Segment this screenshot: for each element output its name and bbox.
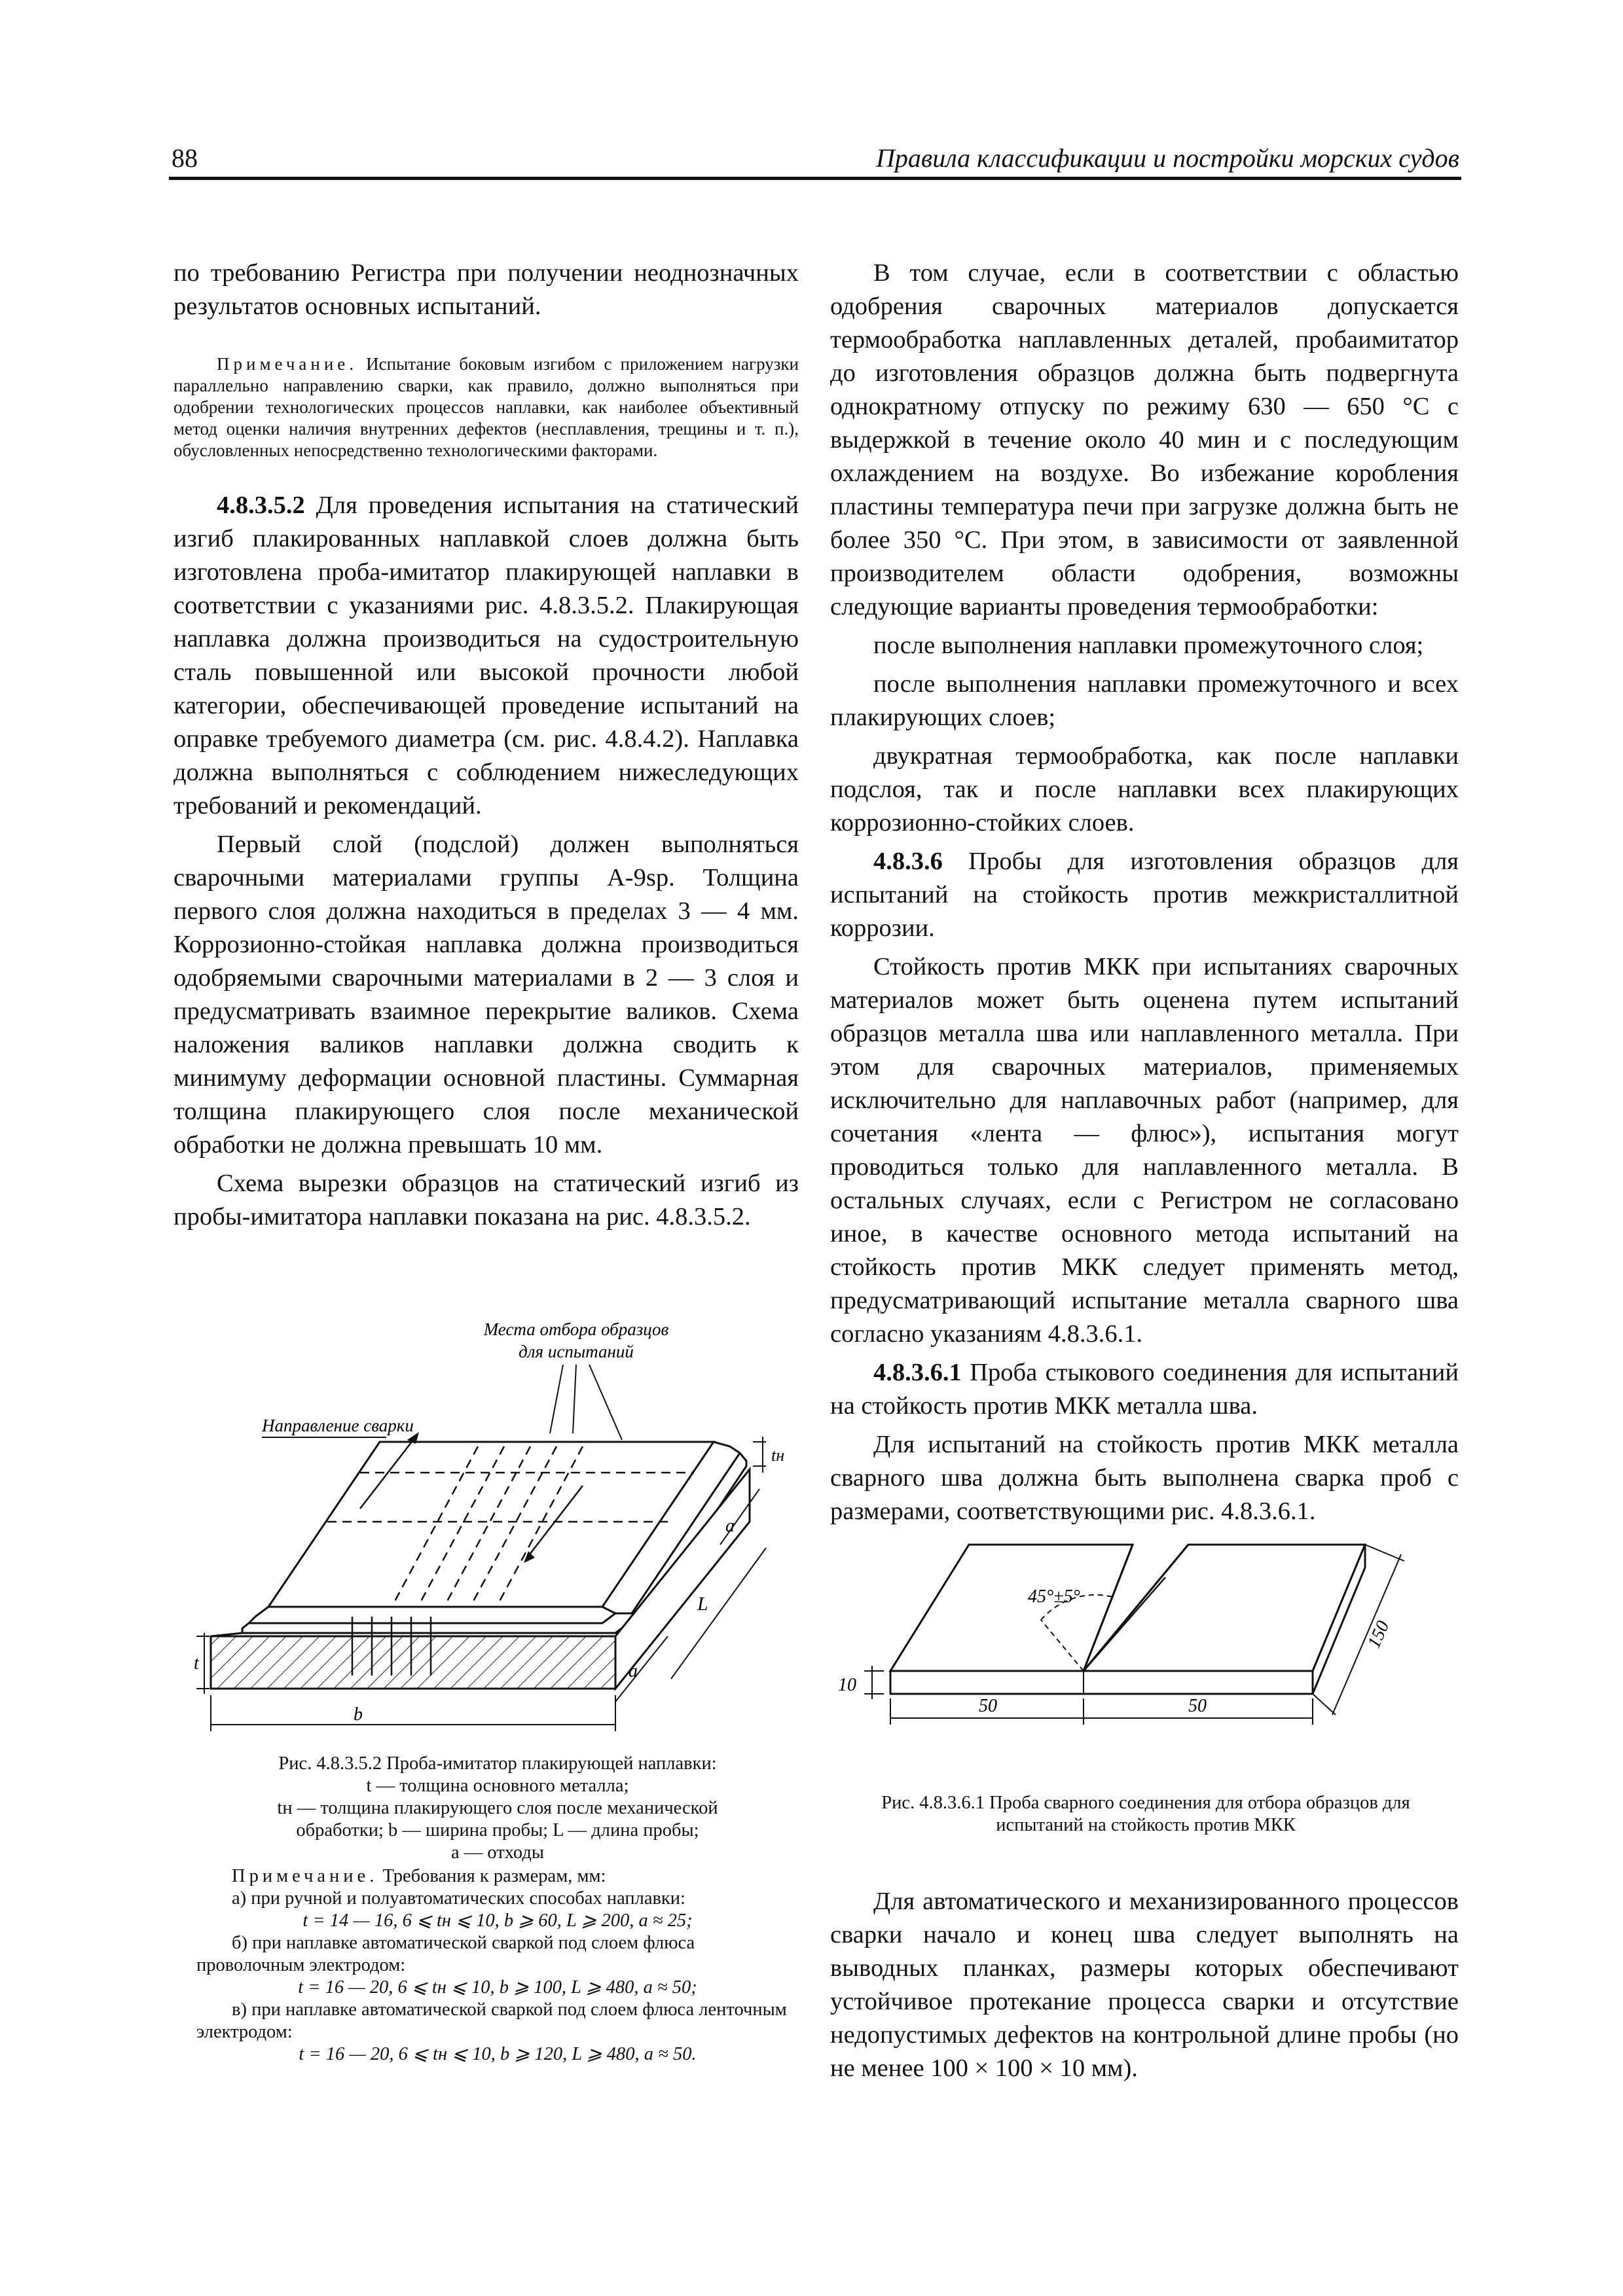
dim-label-thickness: 10 <box>838 1675 856 1695</box>
note-text: Испытание боковым изгибом с приложением нагрузки параллельно направлению сварки, как правило, должно выполняться при одобрении технологических процессов наплавки, как наиболее объективный метод оценки наличия внутренних дефектов (несплавления, трещины и т. п.), обусловленных непосредственно технологическими факторами. <box>173 354 799 460</box>
dim-label-tn: tн <box>771 1446 785 1465</box>
caption-line: Рис. 4.8.3.6.1 Проба сварного соединения для отбора образцов для <box>881 1793 1410 1813</box>
note-text: Требования к размерам, мм: <box>382 1866 606 1886</box>
list-item: после выполнения наплавки промежуточного и всех плакирующих слоев; <box>830 670 1459 731</box>
dim-label-a-bottom: a <box>629 1661 638 1681</box>
header-rule <box>169 177 1461 180</box>
dim-label-t: t <box>194 1653 199 1674</box>
note <box>173 353 799 461</box>
paragraph: Для испытаний на стойкость против МКК металла сварного шва должна быть выполнена сварка проб с размерами, соответствующими рис. 4.8.3.6.1. <box>830 1431 1459 1525</box>
note-case: а) при ручной и полуавтоматических способах наплавки: <box>232 1888 685 1909</box>
list-item: после выполнения наплавки промежуточного слоя; <box>873 632 1424 659</box>
plate-front <box>890 1671 1313 1694</box>
list-item: двукратная термообработка, как после наплавки подслоя, так и после наплавки всех плакирующих коррозионно-стойких слоев. <box>830 742 1459 836</box>
caption-line: t — толщина основного металла; <box>366 1776 629 1796</box>
section-number: 4.8.3.5.2 <box>217 492 305 519</box>
dim-label-b: b <box>354 1704 363 1725</box>
note-values: t = 16 — 20, 6 ⩽ tн ⩽ 10, b ⩾ 100, L ⩾ 480, a ≈ 50; <box>298 1977 697 1998</box>
paragraph <box>830 845 1459 945</box>
cladding-layer <box>242 1623 629 1633</box>
caption-line: Рис. 4.8.3.5.2 Проба-имитатор плакирующей наплавки: <box>278 1753 717 1774</box>
dim-line <box>1365 1545 1404 1561</box>
paragraph <box>830 1356 1459 1423</box>
figure-butt-joint <box>831 1525 1460 1761</box>
leader-line <box>573 1365 576 1433</box>
left-column <box>173 257 799 1234</box>
dim-label-length: 150 <box>1364 1617 1394 1651</box>
dim-label-width-right: 50 <box>1188 1696 1207 1716</box>
paragraph-text: Для проведения испытания на статический изгиб плакированных наплавкой слоев должна быть изготовлена проба-имитатор плакирующей наплавки в соответствии с указаниями рис. 4.8.3.5.2. Плакирующая наплавка должна производиться на судостроительную сталь повышенной или высокой прочности любой категории, обеспечивающей проведение испытаний на оправке требуемого диаметра (см. рис. 4.8.4.2). Наплавка должна выполняться с соблюдением нижеследующих требований и рекомендаций. <box>173 492 799 819</box>
note-label: Примечание. <box>217 354 358 374</box>
label-sampling-places-2: для испытаний <box>519 1342 634 1361</box>
label-sampling-places: Места отбора образцов <box>483 1319 669 1339</box>
label-weld-direction: Направление сварки <box>262 1416 414 1435</box>
paragraph-text: Пробы для изготовления образцов для испытаний на стойкость против межкристаллитной коррозии. <box>830 848 1459 942</box>
leader-line <box>589 1365 622 1440</box>
note-case: б) при наплавке автоматической сваркой под слоем флюса проволочным электродом: <box>196 1933 695 1975</box>
paragraph: Первый слой (подслой) должен выполняться сварочными материалами группы A-9sp. Толщина первого слоя должна находиться в пределах 3 — 4 мм. Коррозионно-стойкая наплавка должна производиться одобряемыми сварочными материалами в 2 — 3 слоя и предусматривать взаимное перекрытие валиков. Схема наложения валиков наплавки должна сводить к минимуму деформации основной пластины. Суммарная толщина плакирующего слоя после механической обработки не должна превышать 10 мм. <box>173 831 799 1158</box>
figure2-caption <box>825 1792 1467 1837</box>
base-metal-front <box>211 1636 615 1689</box>
caption-line: испытаний на стойкость против МКК <box>996 1815 1296 1835</box>
caption-line: tн — толщина плакирующего слоя после механической <box>277 1798 718 1818</box>
paragraph: Для автоматического и механизированного процессов сварки начало и конец шва следует выполнять на выводных планках, размеры которых обеспечивают устойчивое протекание процесса сварки и отсутствие недопустимых дефектов на контрольной длине пробы (но не менее 100 × 100 × 10 мм). <box>830 1888 1459 2082</box>
note-case: в) при наплавке автоматической сваркой под слоем флюса ленточным электродом: <box>196 2000 787 2042</box>
page-number: 88 <box>172 143 198 173</box>
figure1-caption <box>183 1753 812 1864</box>
paragraph: В том случае, если в соответствии с областью одобрения сварочных материалов допускается термообработка наплавленных деталей, пробаимитатор до изготовления образцов должна быть подвергнута однократному отпуску по режиму 630 — 650 °С с выдержкой в течение около 40 мин и с последующим охлаждением на воздухе. Во избежание коробления пластины температура печи при загрузке должна быть не более 350 °С. При этом, в зависимости от заявленной производителем области одобрения, возможны следующие варианты проведения термообработки: <box>830 259 1459 620</box>
dim-label-a: a <box>725 1516 735 1536</box>
paragraph: Стойкость против МКК при испытаниях сварочных материалов может быть оценена путем испытаний образцов металла шва или наплавленного металла. При этом для сварочных материалов, применяемых исключительно для наплавочных работ (например, для сочетания «лента — флюс»), испытания могут проводиться только для наплавленного металла. В остальных случаях, если с Регистром не согласовано иное, в качестве основного метода испытаний на стойкость против МКК следует применять метод, предусматривающий испытание металла сварного шва согласно указаниям 4.8.3.6.1. <box>830 953 1459 1348</box>
section-number: 4.8.3.6.1 <box>873 1359 962 1386</box>
right-column <box>830 257 1459 1528</box>
paragraph: по требованию Регистра при получении неоднозначных результатов основных испытаний. <box>173 259 799 320</box>
paragraph: Схема вырезки образцов на статический изгиб из пробы-имитатора наплавки показана на рис. 4.8.3.5.2. <box>173 1170 799 1230</box>
running-title: Правила классификации и постройки морских судов <box>875 143 1459 173</box>
section-number: 4.8.3.6 <box>873 848 943 875</box>
plate-top-surface <box>268 1442 714 1607</box>
figure1-note <box>196 1865 799 2066</box>
dim-line <box>1313 1694 1336 1715</box>
right-column-lower <box>830 1885 1459 2085</box>
angle-label: 45°±5° <box>1028 1587 1080 1607</box>
dim-label-L: L <box>697 1593 708 1615</box>
note-label: Примечание. <box>232 1866 378 1886</box>
paragraph <box>173 489 799 823</box>
paragraph-text: Проба стыкового соединения для испытаний на стойкость против МКК металла шва. <box>830 1359 1459 1420</box>
note-values: t = 16 — 20, 6 ⩽ tн ⩽ 10, b ⩾ 120, L ⩾ 480, a ≈ 50. <box>299 2044 697 2064</box>
dim-label-width-left: 50 <box>979 1696 997 1716</box>
cladding-layer <box>249 1607 615 1623</box>
leader-line <box>550 1365 563 1433</box>
caption-line: обработки; b — ширина пробы; L — длина пробы; <box>296 1820 699 1840</box>
caption-line: a — отходы <box>451 1842 544 1863</box>
figure-cladding-sample <box>196 1309 799 1741</box>
plate-left-top <box>890 1545 1133 1671</box>
note-values: t = 14 — 16, 6 ⩽ tн ⩽ 10, b ⩾ 60, L ⩾ 200, a ≈ 25; <box>302 1910 693 1931</box>
